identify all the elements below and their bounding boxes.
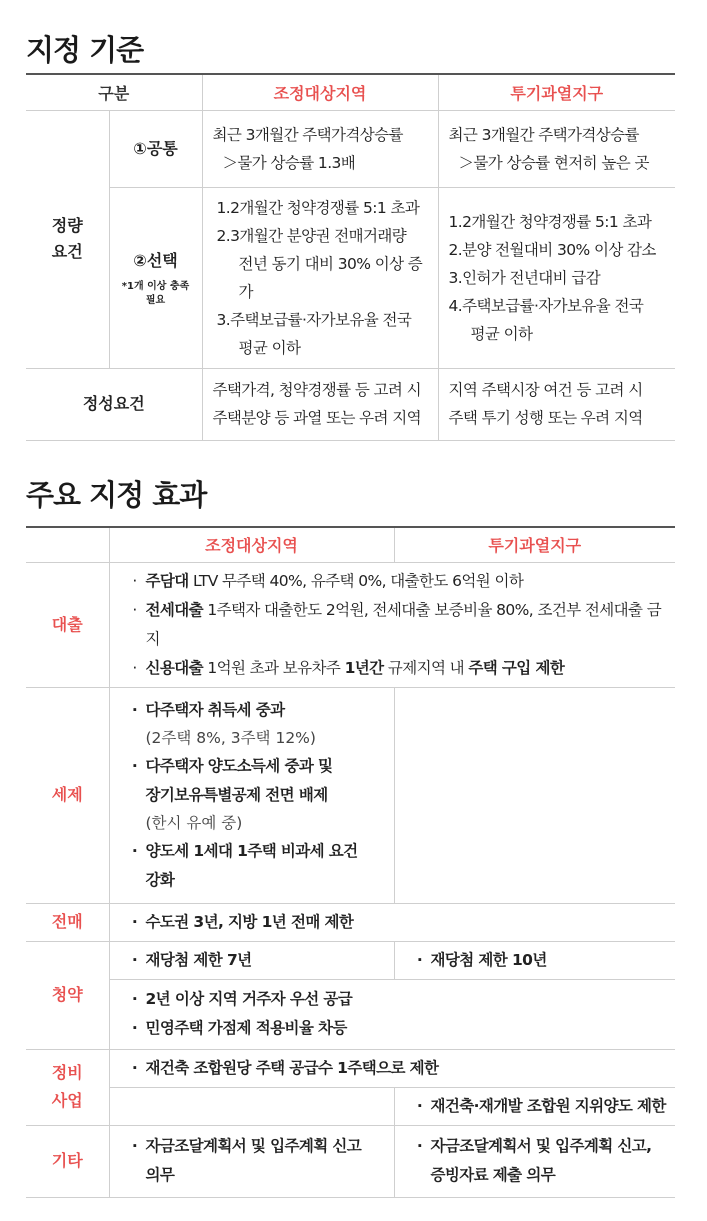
qual-a: 주택가격, 청약경쟁률 등 고려 시 주택분양 등 과열 또는 우려 지역 <box>202 368 438 440</box>
tax-col-b-empty <box>394 687 675 903</box>
redevelop-a-empty <box>109 1087 394 1125</box>
effects-header-col-b: 투기과열지구 <box>394 527 675 562</box>
subscription-common: · 2년 이상 지역 거주자 우선 공급 · 민영주택 가점제 적용비율 차등 <box>109 979 675 1049</box>
select-label: ②선택 *1개 이상 충족 필요 <box>109 187 202 368</box>
tax-label: 세제 <box>26 687 109 903</box>
subscription-b: · 재당첨 제한 10년 <box>394 941 675 979</box>
effects-header-col-a: 조정대상지역 <box>109 527 394 562</box>
qual-label: 정성요건 <box>26 368 202 440</box>
common-a: 최근 3개월간 주택가격상승률 ＞물가 상승률 1.3배 <box>202 110 438 187</box>
select-a: 1.2개월간 청약경쟁률 5:1 초과 2.3개월간 분양권 전매거래량 전년 동기 대비 30% 이상 증가 3.주택보급률·자가보유율 전국 평균 이하 <box>202 187 438 368</box>
header-category: 구분 <box>26 74 202 110</box>
loan-item-3: · 신용대출 1억원 초과 보유차주 1년간 규제지역 내 주택 구입 제한 <box>132 658 565 677</box>
section1-title: 지정 기준 <box>26 33 144 67</box>
etc-label: 기타 <box>26 1125 109 1197</box>
etc-a: · 자금조달계획서 및 입주계획 신고 의무 <box>109 1125 394 1197</box>
effects-header-blank <box>26 527 109 562</box>
quant-label: 정량 요건 <box>26 110 109 368</box>
loan-item-2: · 전세대출 1주택자 대출한도 2억원, 전세대출 보증비율 80%, 조건부 전세대출 금지 <box>132 600 662 648</box>
header-col-a: 조정대상지역 <box>202 74 438 110</box>
redevelop-b: · 재건축·재개발 조합원 지위양도 제한 <box>394 1087 675 1125</box>
qual-b: 지역 주택시장 여건 등 고려 시 주택 투기 성행 또는 우려 지역 <box>438 368 675 440</box>
header-col-b: 투기과열지구 <box>438 74 675 110</box>
effects-table <box>26 526 675 1198</box>
loan-item-1: · 주담대 LTV 무주택 40%, 유주택 0%, 대출한도 6억원 이하 <box>132 571 524 590</box>
resale-content: · 수도권 3년, 지방 1년 전매 제한 <box>109 903 675 941</box>
select-b: 1.2개월간 청약경쟁률 5:1 초과 2.분양 전월대비 30% 이상 감소 3.인허가 전년대비 급감 4.주택보급률·자가보유율 전국 평균 이하 <box>438 187 675 368</box>
subscription-label: 청약 <box>26 941 109 1049</box>
redevelop-label: 정비 사업 <box>26 1049 109 1125</box>
etc-b: · 자금조달계획서 및 입주계획 신고, 증빙자료 제출 의무 <box>394 1125 675 1197</box>
subscription-a: · 재당첨 제한 7년 <box>109 941 394 979</box>
loan-label: 대출 <box>26 562 109 687</box>
section2-title: 주요 지정 효과 <box>26 478 207 512</box>
criteria-table <box>26 73 675 441</box>
loan-content <box>109 562 675 687</box>
common-b: 최근 3개월간 주택가격상승률 ＞물가 상승률 현저히 높은 곳 <box>438 110 675 187</box>
resale-label: 전매 <box>26 903 109 941</box>
tax-content: · 다주택자 취득세 중과 (2주택 8%, 3주택 12%) · 다주택자 양도소득세 중과 및 장기보유특별공제 전면 배제 (한시 유예 중) · 양도세 1세대 1주택 비과세 요건 강화 <box>109 687 394 903</box>
redevelop-common: · 재건축 조합원당 주택 공급수 1주택으로 제한 <box>109 1049 675 1087</box>
common-label: ①공통 <box>109 110 202 187</box>
